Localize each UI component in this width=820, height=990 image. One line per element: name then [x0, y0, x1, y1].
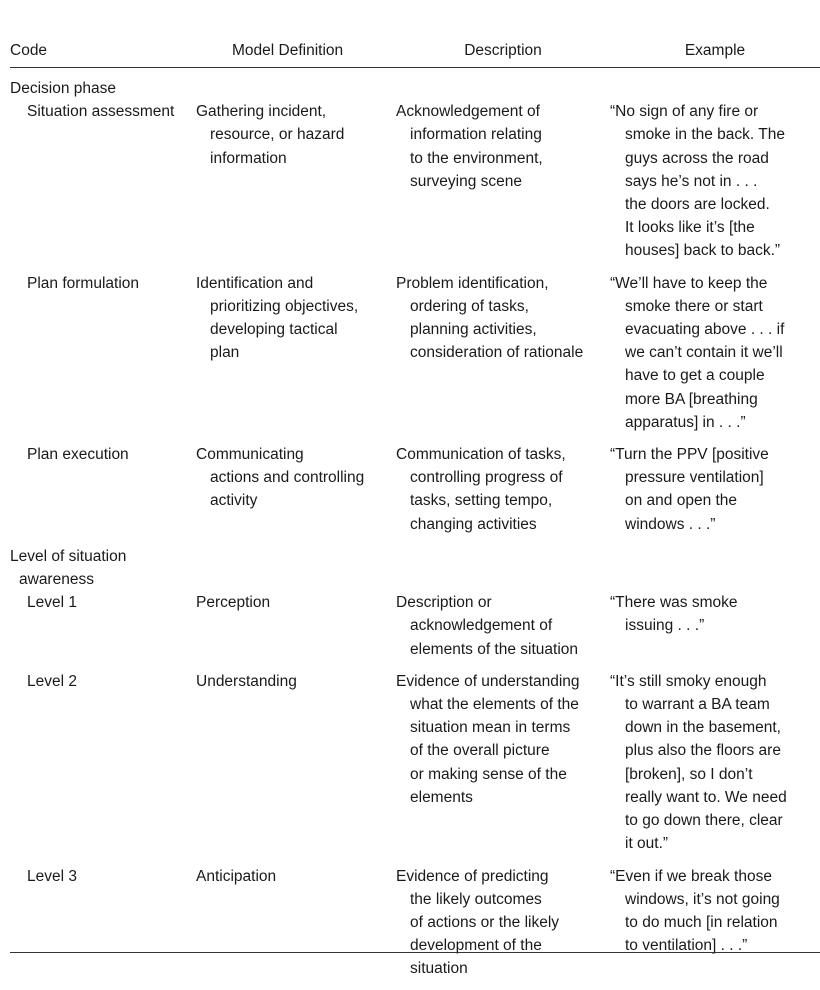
row-spacer [10, 263, 820, 272]
cell-description-line: surveying scene [410, 172, 523, 190]
cell-description-line: the likely outcomes [410, 890, 542, 908]
table-bottom-rule [10, 952, 820, 953]
cell-definition-line: Anticipation [196, 867, 277, 885]
cell-definition-line: Understanding [196, 672, 297, 690]
cell-definition-line: Communicating [196, 446, 304, 464]
header-description: Description [464, 42, 542, 60]
cell-example-line: “Turn the PPV [positive [610, 446, 769, 464]
cell-example-line: pressure ventilation] [625, 469, 764, 487]
cell-description [396, 591, 610, 661]
table-row [10, 670, 820, 856]
row-spacer [10, 661, 820, 670]
table-body [10, 77, 820, 990]
table-row [10, 272, 820, 434]
cell-description-line: elements [410, 788, 473, 806]
cell-description-line: tasks, setting tempo, [410, 492, 553, 510]
table-header [10, 39, 820, 68]
cell-example-line: to do much [in relation [625, 913, 778, 931]
cell-example [610, 272, 820, 434]
cell-example-line: issuing . . .” [625, 617, 705, 635]
cell-definition-line: Identification and [196, 274, 314, 292]
cell-definition-line: prioritizing objectives, [210, 297, 359, 315]
row-spacer [10, 981, 820, 990]
cell-example [610, 865, 820, 958]
cell-example-line: to warrant a BA team [625, 696, 770, 714]
cell-example [610, 670, 820, 856]
cell-example-line: “Even if we break those [610, 867, 772, 885]
row-spacer [10, 434, 820, 443]
cell-definition-line: information [210, 149, 287, 167]
cell-example [610, 443, 820, 536]
cell-definition [196, 100, 396, 170]
cell-description-line: ordering of tasks, [410, 297, 529, 315]
cell-example-line: “We’ll have to keep the [610, 274, 768, 292]
cell-description-line: Description or [396, 594, 492, 612]
cell-example-line: down in the basement, [625, 719, 781, 737]
cell-description-line: Communication of tasks, [396, 446, 566, 464]
cell-description [396, 443, 610, 536]
cell-example [610, 591, 820, 637]
cell-definition-line: developing tactical [210, 321, 338, 339]
cell-example-line: smoke there or start [625, 297, 763, 315]
cell-description-line: or making sense of the [410, 765, 567, 783]
cell-example-line: evacuating above . . . if [625, 321, 785, 339]
table-row [10, 443, 820, 536]
cell-description-line: to the environment, [410, 149, 543, 167]
row-spacer [10, 856, 820, 865]
cell-description [396, 272, 610, 365]
section-title-line: Level of situation [10, 547, 127, 565]
cell-description-line: acknowledgement of [410, 617, 553, 635]
row-spacer [10, 536, 820, 545]
cell-definition [196, 443, 396, 513]
cell-description-line: situation [410, 960, 468, 978]
cell-example-line: more BA [breathing [625, 390, 758, 408]
cell-code: Plan execution [27, 446, 129, 464]
cell-example-line: [broken], so I don’t [625, 765, 753, 783]
cell-example-line: to go down there, clear [625, 812, 783, 830]
cell-definition-line: actions and controlling [210, 469, 365, 487]
cell-example-line: smoke in the back. The [625, 126, 785, 144]
cell-description-line: Problem identification, [396, 274, 549, 292]
cell-description-line: information relating [410, 126, 542, 144]
cell-code: Situation assessment [27, 103, 175, 121]
cell-example-line: the doors are locked. [625, 196, 770, 214]
cell-description [396, 670, 610, 809]
cell-example-line: “There was smoke [610, 594, 738, 612]
cell-definition-line: plan [210, 344, 240, 362]
cell-description-line: situation mean in terms [410, 719, 571, 737]
cell-example-line: apparatus] in . . .” [625, 413, 746, 431]
cell-example-line: “It’s still smoky enough [610, 672, 767, 690]
cell-example [610, 100, 820, 262]
table-row [10, 100, 820, 262]
cell-description-line: of actions or the likely [410, 913, 560, 931]
cell-example-line: have to get a couple [625, 367, 765, 385]
cell-example-line: windows, it’s not going [625, 890, 780, 908]
cell-code: Level 1 [27, 594, 77, 612]
cell-description-line: what the elements of the [410, 696, 579, 714]
table-row [10, 591, 820, 661]
table-row [10, 865, 820, 981]
cell-example-line: plus also the floors are [625, 742, 781, 760]
cell-definition-line: activity [210, 492, 258, 510]
cell-example-line: says he’s not in . . . [625, 172, 758, 190]
cell-definition-line: Perception [196, 594, 271, 612]
cell-description-line: elements of the situation [410, 640, 579, 658]
header-model-definition: Model Definition [232, 42, 344, 60]
header-code: Code [10, 42, 48, 60]
cell-definition [196, 591, 396, 614]
cell-description-line: Acknowledgement of [396, 103, 540, 121]
cell-example-line: “No sign of any fire or [610, 103, 759, 121]
cell-example-line: on and open the [625, 492, 738, 510]
cell-definition-line: Gathering incident, [196, 103, 327, 121]
cell-description [396, 100, 610, 193]
cell-example-line: really want to. We need [625, 788, 787, 806]
cell-description-line: development of the [410, 937, 542, 955]
cell-description-line: planning activities, [410, 321, 537, 339]
cell-example-line: guys across the road [625, 149, 769, 167]
section-title [10, 77, 820, 100]
cell-code: Level 3 [27, 867, 77, 885]
cell-example-line: to ventilation] . . .” [625, 937, 748, 955]
section-title-line: Decision phase [10, 80, 116, 97]
header-example: Example [684, 42, 746, 60]
cell-description-line: controlling progress of [410, 469, 563, 487]
cell-definition [196, 865, 396, 888]
cell-definition [196, 670, 396, 693]
cell-description-line: changing activities [410, 515, 537, 533]
cell-example-line: we can’t contain it we’ll [625, 344, 783, 362]
cell-example-line: It looks like it’s [the [625, 219, 755, 237]
cell-description [396, 865, 610, 981]
cell-code: Level 2 [27, 672, 77, 690]
cell-example-line: it out.” [625, 835, 669, 853]
cell-definition [196, 272, 396, 365]
cell-description-line: of the overall picture [410, 742, 550, 760]
section-title [10, 545, 820, 591]
section-title-line: awareness [19, 571, 94, 589]
cell-description-line: consideration of rationale [410, 344, 584, 362]
cell-description-line: Evidence of predicting [396, 867, 549, 885]
cell-code: Plan formulation [27, 274, 140, 292]
coding-table [10, 39, 820, 990]
cell-definition-line: resource, or hazard [210, 126, 345, 144]
cell-example-line: windows . . .” [625, 515, 716, 533]
cell-description-line: Evidence of understanding [396, 672, 580, 690]
cell-example-line: houses] back to back.” [625, 242, 781, 260]
